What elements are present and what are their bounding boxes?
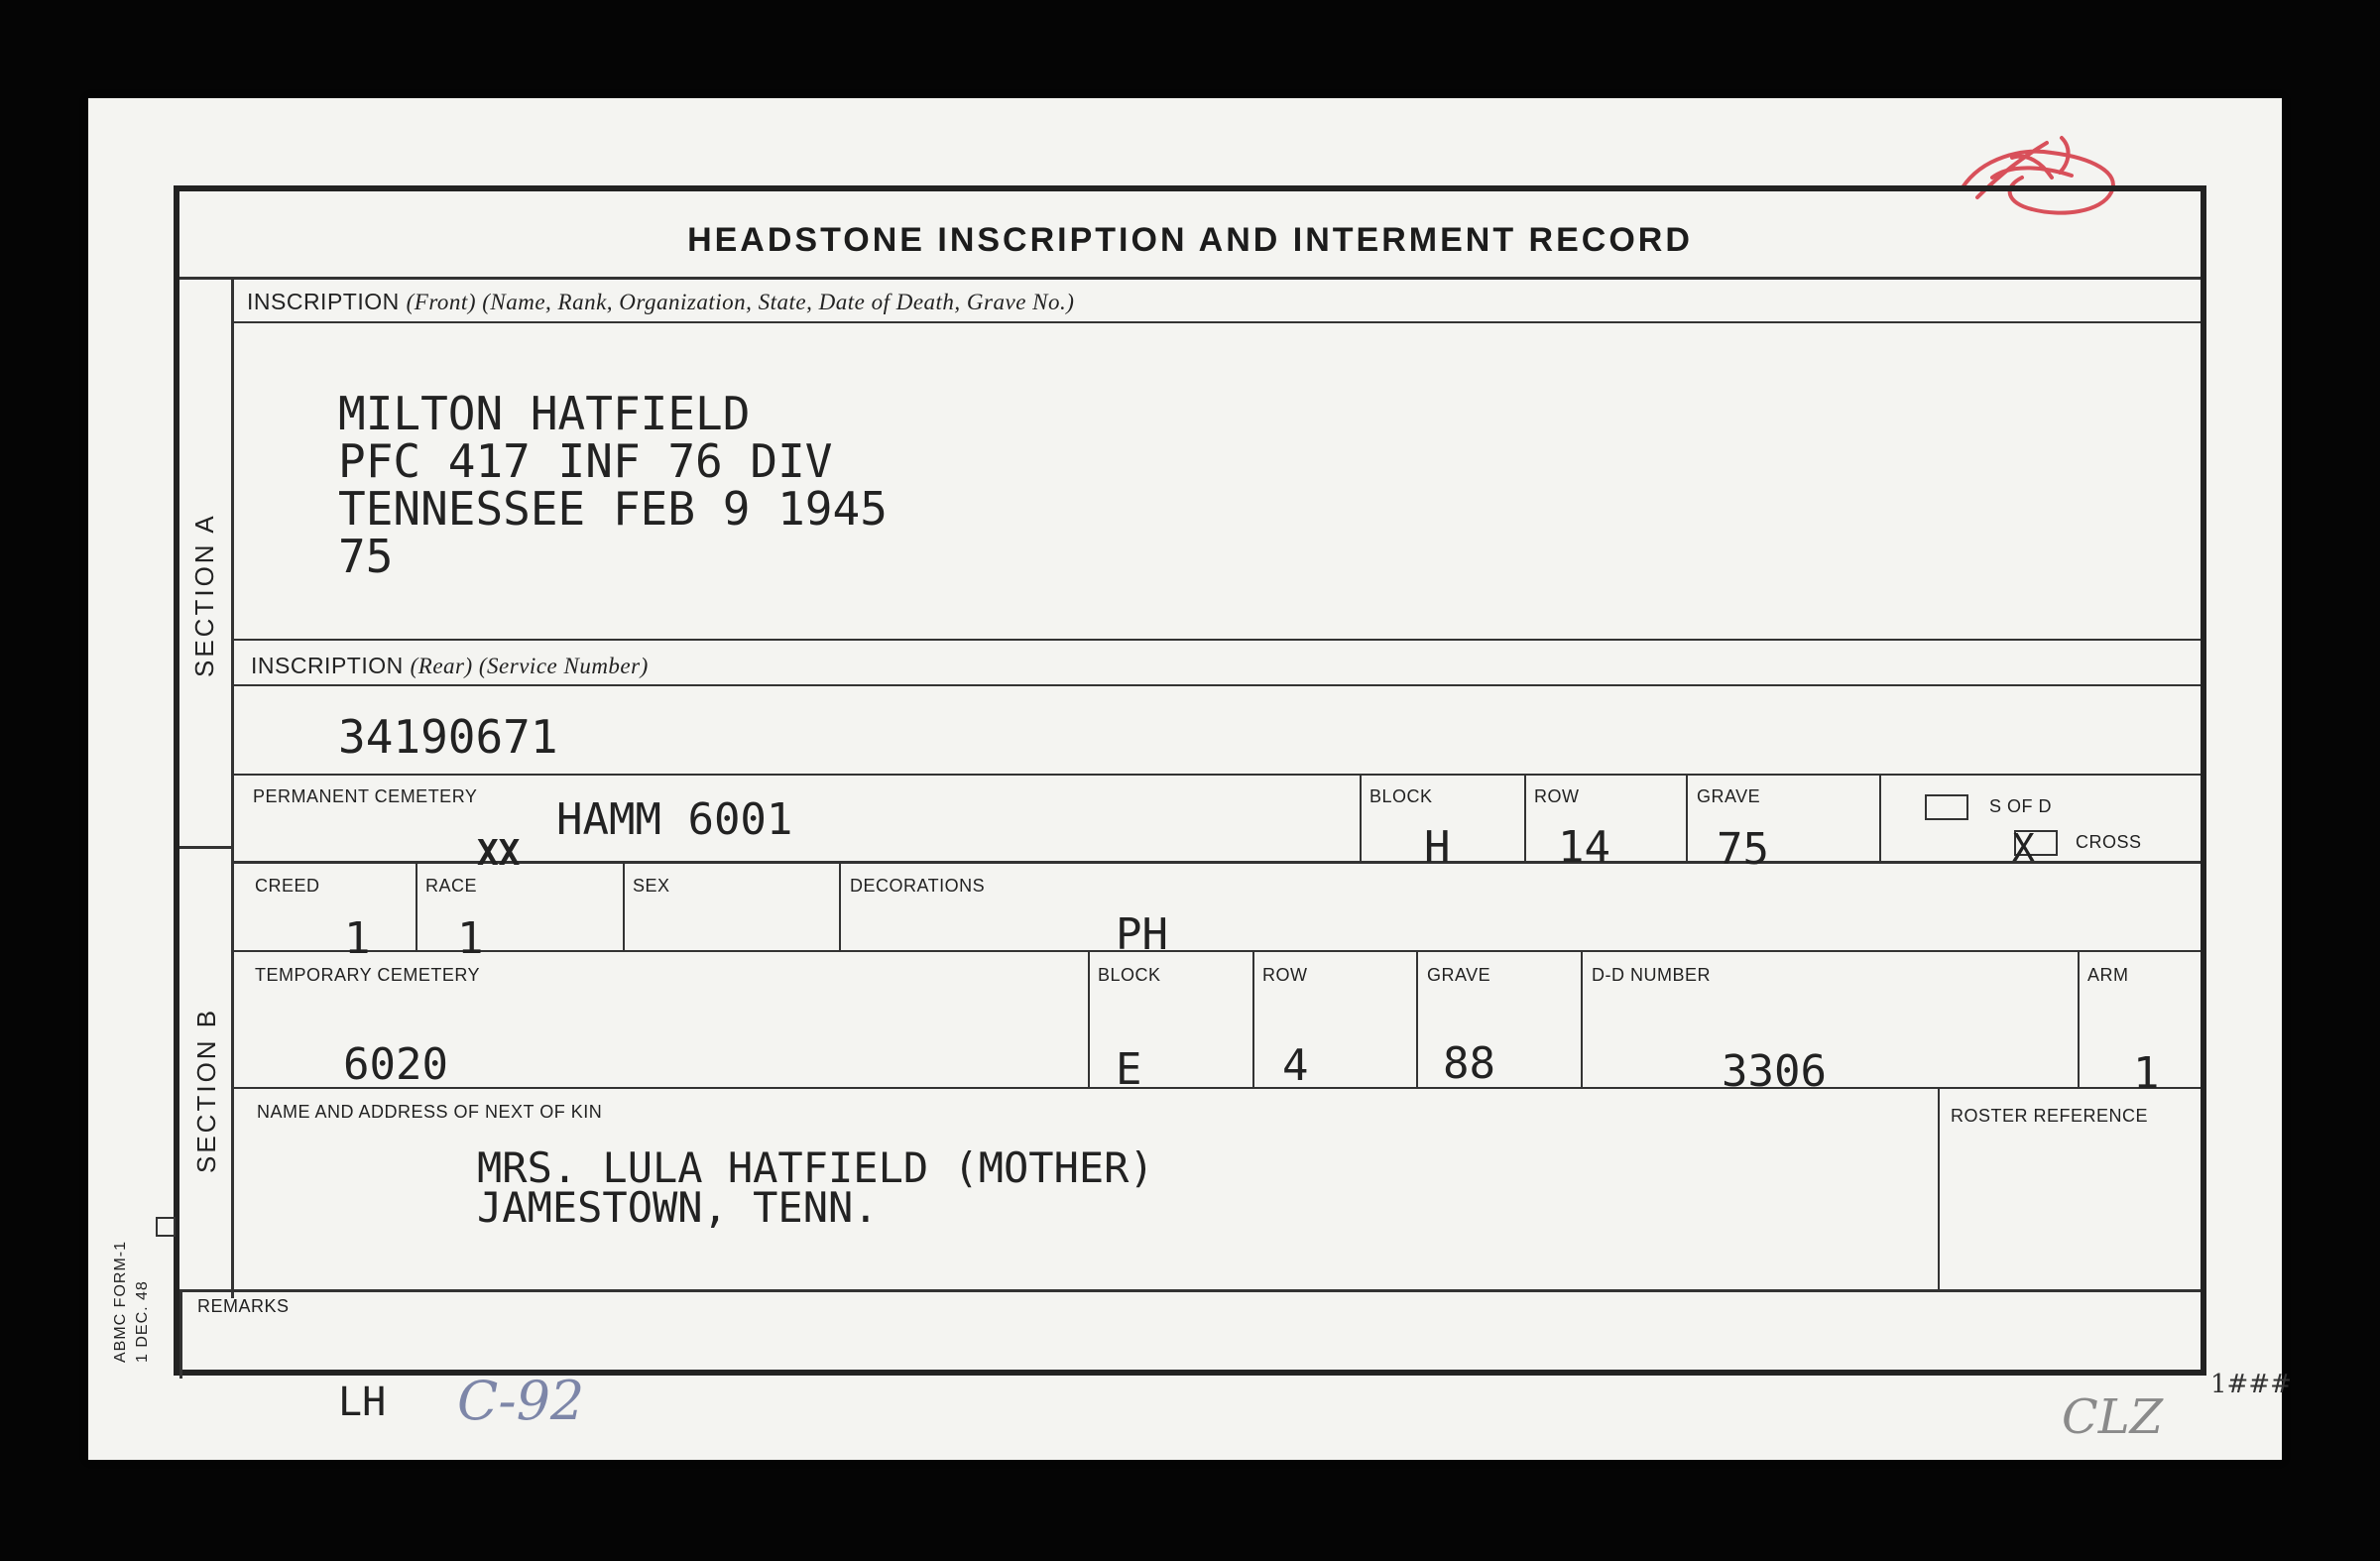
inscription-front-text: [338, 387, 888, 583]
pencil-code: C-92: [457, 1370, 585, 1432]
inscription-line-name: MILTON HATFIELD: [338, 387, 751, 440]
permanent-grave-value: 75: [1717, 824, 1769, 875]
dd-number-value: 3306: [1722, 1046, 1827, 1097]
temporary-block-label: BLOCK: [1098, 965, 1161, 985]
lh-mark: LH: [338, 1380, 387, 1425]
interment-form: [174, 185, 2206, 1376]
s-of-d-label: S OF D: [1989, 796, 2053, 816]
inscription-rear-label: [251, 653, 649, 679]
permanent-block-label: BLOCK: [1369, 786, 1433, 806]
strikeout-mark: XX: [477, 833, 521, 874]
section-a-label: SECTION A: [189, 513, 219, 677]
permanent-cemetery-label: PERMANENT CEMETERY: [253, 786, 478, 806]
next-of-kin-line1: MRS. LULA HATFIELD (MOTHER): [477, 1143, 1154, 1192]
inscription-rear-label-italic: (Rear) (Service Number): [410, 654, 649, 678]
record-card: [88, 98, 2292, 1460]
arm-value: 1: [2133, 1048, 2160, 1099]
permanent-block-value: H: [1424, 822, 1451, 873]
arm-label: ARM: [2087, 965, 2129, 985]
creed-value: 1: [344, 913, 371, 964]
roster-reference-label: ROSTER REFERENCE: [1951, 1106, 2149, 1126]
permanent-cemetery-value: HAMM 6001: [556, 794, 793, 845]
cross-check-mark: X: [2012, 826, 2035, 870]
temporary-row-value: 4: [1282, 1040, 1309, 1091]
next-of-kin-label: NAME AND ADDRESS OF NEXT OF KIN: [257, 1102, 603, 1122]
creed-label: CREED: [255, 876, 320, 896]
inscription-line-state-date: TENNESSEE FEB 9 1945: [338, 482, 888, 536]
temporary-cemetery-value: 6020: [343, 1039, 448, 1090]
permanent-row-label: ROW: [1534, 786, 1580, 806]
form-title: HEADSTONE INSCRIPTION AND INTERMENT RECORD: [687, 221, 1693, 259]
decorations-value: PH: [1116, 909, 1168, 960]
form-id-box: [156, 1217, 176, 1237]
form-id: [110, 1241, 154, 1363]
temporary-cemetery-label: TEMPORARY CEMETERY: [255, 965, 481, 985]
inscription-rear-label-text: INSCRIPTION: [251, 653, 404, 678]
sex-label: SEX: [633, 876, 670, 896]
form-id-line1: ABMC FORM-1: [112, 1241, 129, 1363]
service-number: 34190671: [338, 710, 558, 764]
decorations-label: DECORATIONS: [850, 876, 986, 896]
inscription-front-label-italic: (Front) (Name, Rank, Organization, State, Date of Death, Grave No.): [406, 290, 1075, 314]
inscription-front-label: [247, 289, 1074, 315]
s-of-d-checkbox: [1925, 794, 1968, 820]
race-value: 1: [457, 913, 484, 964]
permanent-grave-label: GRAVE: [1697, 786, 1761, 806]
permanent-row-value: 14: [1558, 822, 1610, 873]
dd-number-label: D-D NUMBER: [1592, 965, 1711, 985]
cross-label: CROSS: [2076, 832, 2142, 852]
temporary-grave-label: GRAVE: [1427, 965, 1491, 985]
inscription-front-label-text: INSCRIPTION: [247, 289, 400, 314]
remarks-label: REMARKS: [197, 1296, 290, 1316]
inscription-line-grave: 75: [338, 530, 394, 583]
next-of-kin-line2: JAMESTOWN, TENN.: [477, 1183, 879, 1232]
form-id-line2: 1 DEC. 48: [134, 1280, 151, 1363]
race-label: RACE: [425, 876, 478, 896]
section-b-label: SECTION B: [191, 1007, 221, 1173]
initials-right: CLZ: [2062, 1389, 2163, 1445]
temporary-row-label: ROW: [1262, 965, 1308, 985]
temporary-block-value: E: [1116, 1044, 1142, 1095]
inscription-line-unit: PFC 417 INF 76 DIV: [338, 434, 833, 488]
temporary-grave-value: 88: [1443, 1038, 1495, 1089]
tally-mark: 1###: [2210, 1370, 2292, 1399]
